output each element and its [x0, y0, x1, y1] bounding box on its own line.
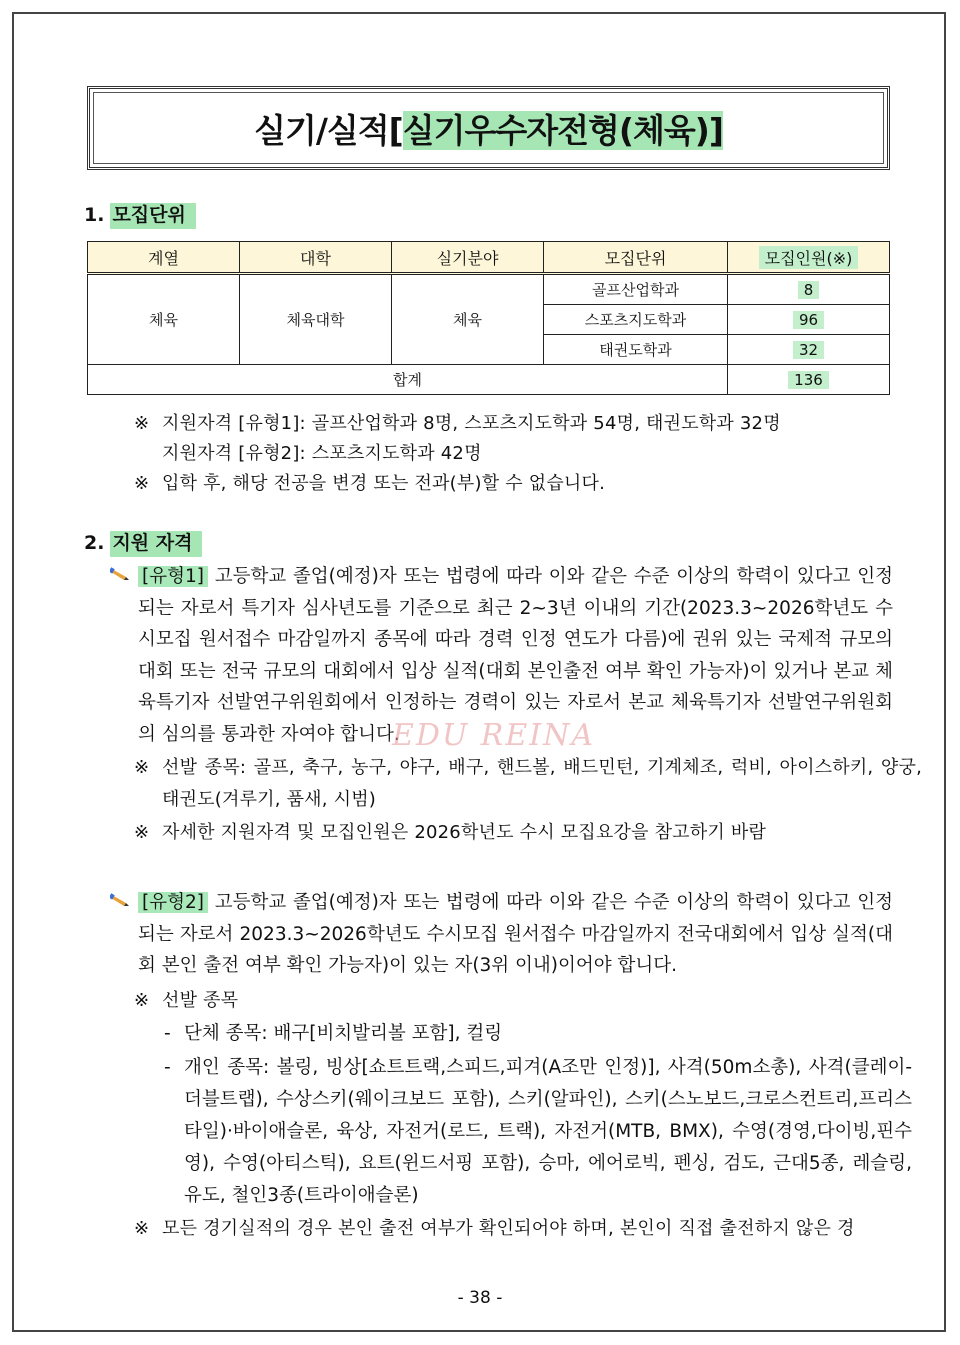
note-text: 지원자격 [유형2]: 스포츠지도학과 42명 — [162, 443, 482, 464]
reference-mark: ※ — [134, 990, 150, 1011]
title-prefix: 실기/실적[ — [254, 110, 403, 150]
cell-total-value — [728, 365, 890, 395]
cell-count — [728, 274, 890, 305]
team-sports-item — [164, 1018, 892, 1050]
note-no-transfer — [134, 469, 605, 499]
type1-tag: [유형1] — [138, 566, 208, 587]
dash-bullet: - — [164, 1023, 171, 1044]
cell-college: 체육대학 — [240, 274, 392, 365]
note-text: 모든 경기실적의 경우 본인 출전 여부가 확인되어야 하며, 본인이 직접 출전하지 않은 경 — [162, 1218, 855, 1239]
table-header-row — [88, 242, 890, 274]
type1-text: 고등학교 졸업(예정)자 또는 법령에 따라 이와 같은 수준 이상의 학력이 있다고 인정되는 자로서 특기자 심사년도를 기준으로 최근 2~3년 이내의 기간(2023.3~2026학년도 수시모집 원서접수 마감일까지 종목에 따라 경력 인정 연도가 다름)에 권위 있는 국제적 규모의 대회 또는 전국 규모의 대회에서 입상 실적(대회 본인출전 여부 확인 가능자)이 있거나 본교 체육특기자 선발연구위원회에서 인정하는 경력이 있는 자로서 본교 체육특기자 선발연구위원회의 심의를 통과한 자여야 합니다. — [138, 566, 893, 745]
pencil-icon — [110, 893, 130, 907]
page-title — [254, 105, 723, 152]
cell-unit: 골프산업학과 — [544, 274, 728, 305]
table-row — [88, 274, 890, 305]
section-heading-1 — [84, 200, 196, 227]
count-value: 8 — [798, 281, 820, 299]
recruitment-table — [87, 241, 890, 395]
header-count — [728, 242, 890, 274]
cell-unit: 태권도학과 — [544, 335, 728, 365]
reference-mark: ※ — [134, 473, 150, 494]
note-text: 선발 종목: 골프, 축구, 농구, 야구, 배구, 핸드볼, 배드민턴, 기계체조, 럭비, 아이스하키, 양궁, 태권도(겨루기, 품새, 시범) — [162, 757, 922, 810]
note-text: 선발 종목 — [162, 990, 239, 1011]
team-sports-text: 단체 종목: 배구[비치발리볼 포함], 컬링 — [184, 1023, 503, 1044]
individual-sports-item — [164, 1052, 912, 1212]
note-reference-guide — [134, 818, 766, 848]
cell-total-label: 합계 — [88, 365, 728, 395]
count-value: 96 — [793, 311, 824, 329]
note-eligibility-type2 — [162, 439, 482, 469]
cell-unit: 스포츠지도학과 — [544, 305, 728, 335]
note-text: 입학 후, 해당 전공을 변경 또는 전과(부)할 수 없습니다. — [162, 473, 606, 494]
cell-field: 체육 — [88, 274, 240, 365]
section-heading-2 — [84, 528, 202, 555]
pencil-icon — [110, 567, 130, 581]
note-text: 자세한 지원자격 및 모집인원은 2026학년도 수시 모집요강을 참고하기 바람 — [162, 822, 767, 843]
note-text: 지원자격 [유형1]: 골프산업학과 8명, 스포츠지도학과 54명, 태권도학과 32명 — [162, 413, 781, 434]
header-college: 대학 — [240, 242, 392, 274]
reference-mark: ※ — [134, 1218, 150, 1239]
reference-mark: ※ — [134, 757, 150, 778]
section-label: 모집단위 — [110, 203, 195, 229]
note-final — [134, 1214, 894, 1244]
header-area: 실기분야 — [392, 242, 544, 274]
header-count-label: 모집인원(※) — [759, 246, 859, 269]
note-sports-type1 — [134, 752, 922, 816]
page-number: - 38 - — [457, 1288, 503, 1308]
section-number: 2. — [84, 532, 105, 554]
total-value: 136 — [788, 371, 829, 389]
section-label: 지원 자격 — [110, 531, 202, 557]
note-sports-heading — [134, 986, 238, 1016]
reference-mark: ※ — [134, 822, 150, 843]
type2-paragraph — [138, 887, 893, 982]
reference-mark: ※ — [134, 413, 150, 434]
header-unit: 모집단위 — [544, 242, 728, 274]
note-eligibility-type1 — [134, 409, 781, 439]
count-value: 32 — [793, 341, 824, 359]
type2-text: 고등학교 졸업(예정)자 또는 법령에 따라 이와 같은 수준 이상의 학력이 있다고 인정되는 자로서 2023.3~2026학년도 수시모집 원서접수 마감일까지 전국대회에서 입상 실적(대회 본인 출전 여부 확인 가능자)이 있는 자(3위 이내)이어야 합니다. — [138, 892, 893, 976]
section-number: 1. — [84, 204, 105, 226]
cell-count — [728, 335, 890, 365]
title-box — [87, 86, 890, 170]
dash-bullet: - — [164, 1057, 171, 1078]
title-highlight: 실기우수자전형(체육)] — [402, 110, 723, 150]
table-total-row — [88, 365, 890, 395]
individual-sports-text: 개인 종목: 볼링, 빙상[쇼트트랙,스피드,피겨(A조만 인정)], 사격(50m소총), 사격(클레이-더블트랩), 수상스키(웨이크보드 포함), 스키(알파인), 스키(스노보드,크로스컨트리,프리스타일)·바이애슬론, 육상, 자전거(로드, 트랙), 자전거(MTB, BMX), 수영(경영,다이빙,핀수영), 수영(아티스틱), 요트(윈드서핑 포함), 승마, 에어로빅, 펜싱, 검도, 근대5종, 레슬링, 유도, 철인3종(트라이애슬론) — [184, 1057, 912, 1206]
watermark: EDU REINA — [392, 718, 596, 753]
cell-area: 체육 — [392, 274, 544, 365]
cell-count — [728, 305, 890, 335]
type2-tag: [유형2] — [138, 892, 208, 913]
header-field: 계열 — [88, 242, 240, 274]
